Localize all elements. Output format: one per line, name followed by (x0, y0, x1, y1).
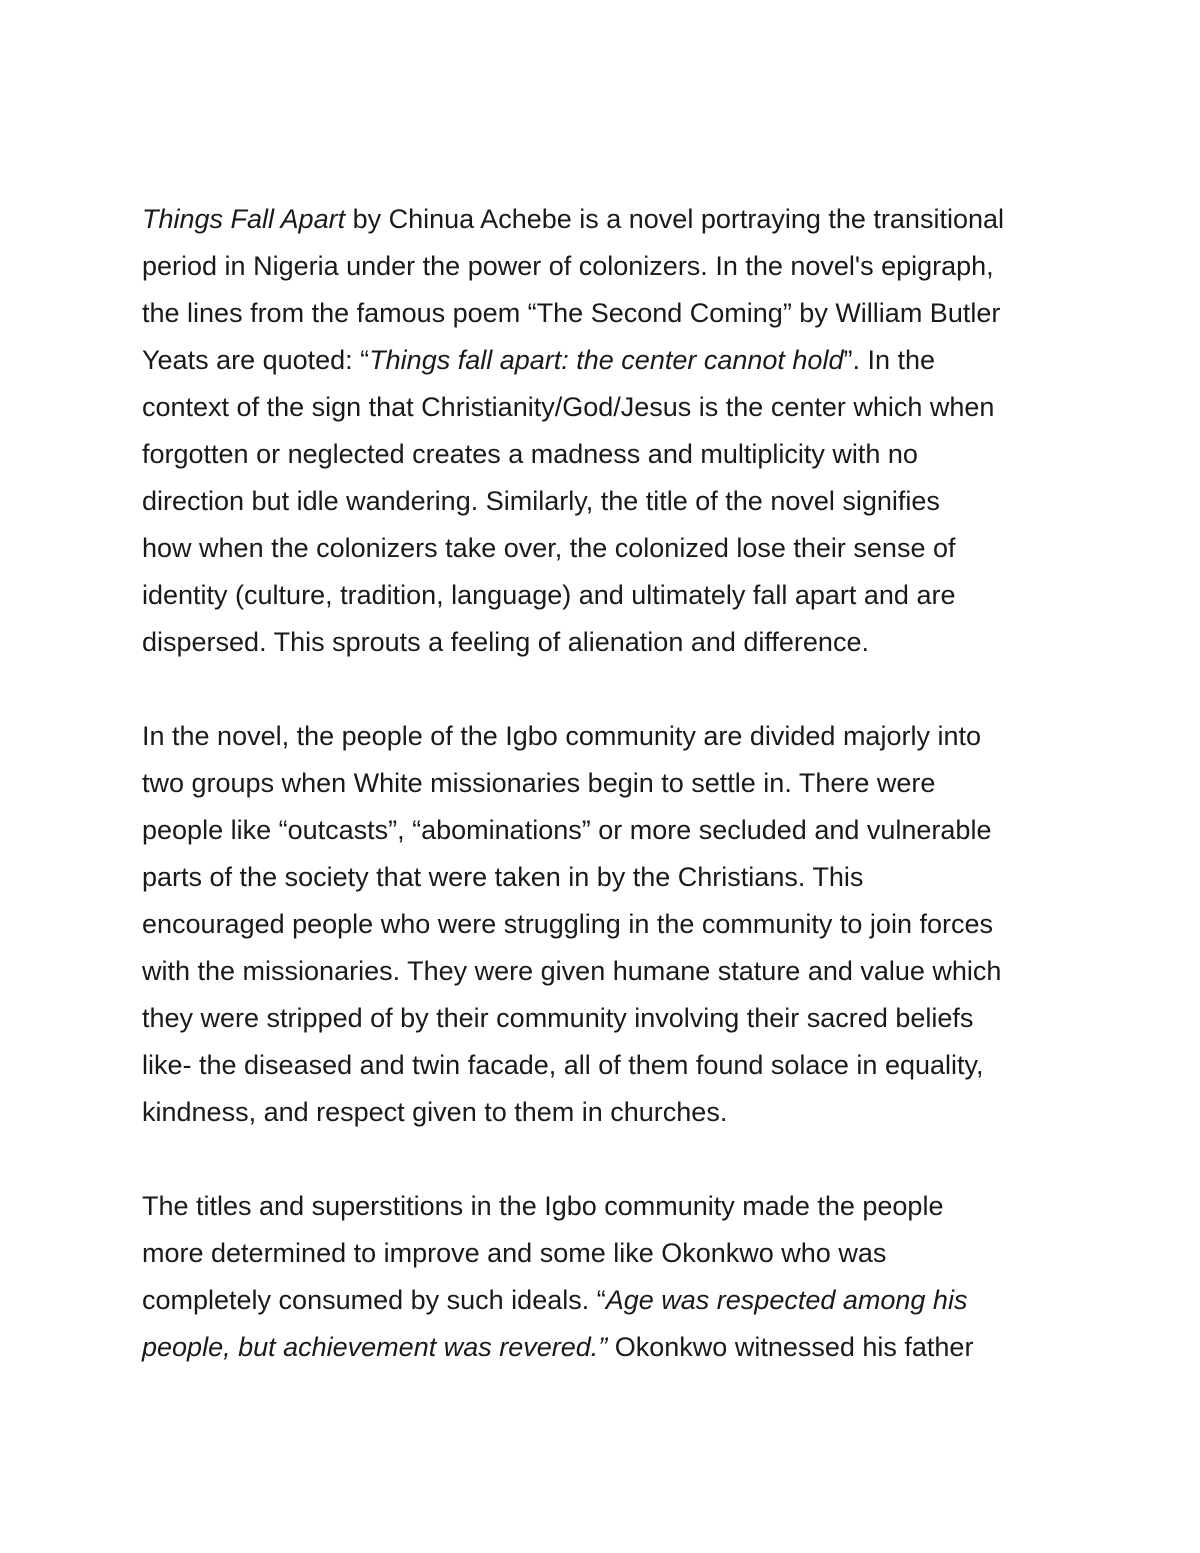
text-line (142, 1089, 1082, 1136)
text-run: ”. In the (843, 345, 936, 375)
text-line (142, 478, 1082, 525)
paragraph (142, 196, 1082, 666)
text-run: context of the sign that Christianity/God/Jesus is the center which when (142, 392, 995, 422)
paragraph (142, 713, 1082, 1136)
text-line (142, 384, 1082, 431)
text-run: parts of the society that were taken in by the Christians. This (142, 862, 864, 892)
text-line (142, 337, 1082, 384)
essay-body (142, 196, 1082, 1418)
text-line (142, 290, 1082, 337)
text-line (142, 807, 1082, 854)
text-line (142, 760, 1082, 807)
text-run: completely consumed by such ideals. “ (142, 1285, 606, 1315)
text-run: dispersed. This sprouts a feeling of alienation and difference. (142, 627, 869, 657)
text-line (142, 1042, 1082, 1089)
text-line (142, 995, 1082, 1042)
text-run: kindness, and respect given to them in churches. (142, 1097, 728, 1127)
paragraph (142, 1183, 1082, 1371)
text-line (142, 431, 1082, 478)
italic-text-run: Age was respected among his (605, 1285, 968, 1315)
text-line (142, 572, 1082, 619)
text-run: they were stripped of by their community involving their sacred beliefs (142, 1003, 974, 1033)
italic-text-run: Things Fall Apart (142, 204, 346, 234)
text-run: by Chinua Achebe is a novel portraying the transitional (345, 204, 1004, 234)
text-line (142, 525, 1082, 572)
text-run: Okonkwo witnessed his father (607, 1332, 974, 1362)
text-run: more determined to improve and some like Okonkwo who was (142, 1238, 887, 1268)
text-run: with the missionaries. They were given humane stature and value which (142, 956, 1002, 986)
text-run: Yeats are quoted: “ (142, 345, 370, 375)
text-line (142, 901, 1082, 948)
text-line (142, 1324, 1082, 1371)
italic-text-run: people, but achievement was revered.” (142, 1332, 608, 1362)
text-run: period in Nigeria under the power of colonizers. In the novel's epigraph, (142, 251, 994, 281)
text-run: how when the colonizers take over, the colonized lose their sense of (142, 533, 956, 563)
text-line (142, 1183, 1082, 1230)
text-line (142, 196, 1082, 243)
text-line (142, 1277, 1082, 1324)
text-run: encouraged people who were struggling in the community to join forces (142, 909, 993, 939)
text-run: two groups when White missionaries begin to settle in. There were (142, 768, 936, 798)
text-run: In the novel, the people of the Igbo community are divided majorly into (142, 721, 981, 751)
text-run: direction but idle wandering. Similarly, the title of the novel signifies (142, 486, 940, 516)
text-line (142, 948, 1082, 995)
text-run: forgotten or neglected creates a madness and multiplicity with no (142, 439, 918, 469)
italic-text-run: Things fall apart: the center cannot hold (369, 345, 844, 375)
text-run: people like “outcasts”, “abominations” or more secluded and vulnerable (142, 815, 992, 845)
text-line (142, 243, 1082, 290)
text-run: The titles and superstitions in the Igbo community made the people (142, 1191, 944, 1221)
text-run: identity (culture, tradition, language) and ultimately fall apart and are (142, 580, 956, 610)
text-line (142, 854, 1082, 901)
text-line (142, 713, 1082, 760)
text-line (142, 619, 1082, 666)
text-run: the lines from the famous poem “The Second Coming” by William Butler (142, 298, 1001, 328)
text-run: like- the diseased and twin facade, all of them found solace in equality, (142, 1050, 984, 1080)
text-line (142, 1230, 1082, 1277)
